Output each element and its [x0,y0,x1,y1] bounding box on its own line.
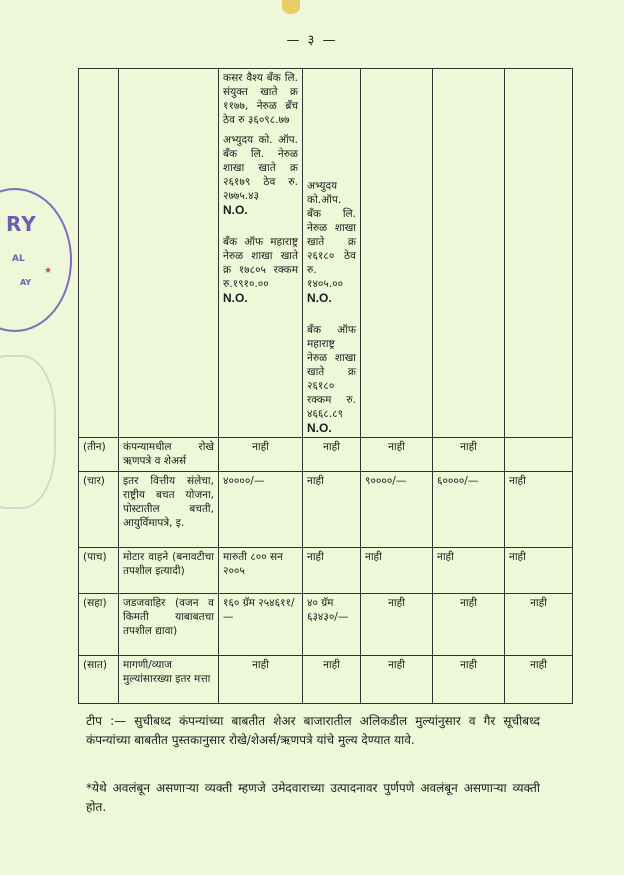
table-cell [119,69,219,438]
not-applicable-label: N.O. [307,421,332,435]
faded-stamp [0,355,56,509]
value-cell: नाही [505,594,573,656]
ink-blot [282,0,300,14]
page-number: — ३ — [286,33,338,48]
table-cell [505,69,573,438]
value-cell: नाही [505,656,573,704]
stamp-text-ay: AY [20,278,32,287]
official-stamp [0,188,72,332]
value-cell: ४००००/— [219,472,303,548]
row-label: मागणी/व्याज मुल्यांसारख्या इतर मत्ता [119,656,219,704]
value-cell: नाही [303,548,361,594]
value-cell: नाही [361,656,433,704]
row-number: (तीन) [79,438,119,472]
table-row [79,548,573,594]
not-applicable-label: N.O. [307,291,332,305]
stamp-text-al: AL [12,254,25,264]
value-cell: १६० ग्रॅम २५४६११/— [219,594,303,656]
value-cell: ९००००/— [361,472,433,548]
row-number: (सहा) [79,594,119,656]
footnote-dependents: *येथे अवलंबून असणाऱ्या व्यक्ती म्हणजे उमेदवाराच्या उत्पादनावर पुर्णपणे अवलंबून असणाऱ्या व्यक्ती होत. [86,781,540,814]
stamp-text-ry: RY [6,212,37,236]
table-cell [79,69,119,438]
value-cell: नाही [303,438,361,472]
value-cell: ६००००/— [433,472,505,548]
value-cell: नाही [361,548,433,594]
row-label: मोटार वाहने (बनावटीचा तपशील इत्यादी) [119,548,219,594]
value-cell: नाही [505,548,573,594]
assets-table [78,68,573,704]
value-cell: ४० ग्रॅम ६३४३०/— [303,594,361,656]
star-icon: ★ [44,266,53,276]
row-label: इतर वित्तीय संलेचा, राष्ट्रीय बचत योजना, पोस्टातील बचती, आयुर्विमापत्रे, इ. [119,472,219,548]
value-cell [505,438,573,472]
value-cell: नाही [303,656,361,704]
row-number: (चार) [79,472,119,548]
row-number: (पाच) [79,548,119,594]
bank-entry: बँक ऑफ महाराष्ट्र नेरुळ शाखा खाते क्र २६१८० रक्कम रु. ४६६८.८९ [307,324,356,420]
bank-entry: कसर वैश्य बँक लि. संयुक्त खाते क्र ११७७, नेरुळ ब्रँच ठेव रु ३६०९८.७७ [223,72,298,126]
value-cell: नाही [303,472,361,548]
value-cell: नाही [433,438,505,472]
value-cell: नाही [505,472,573,548]
not-applicable-label: N.O. [223,291,248,305]
value-cell: नाही [433,594,505,656]
table-cell [361,69,433,438]
value-cell: नाही [433,656,505,704]
bank-details-self [219,69,303,438]
table-row [79,594,573,656]
value-cell: नाही [361,438,433,472]
value-cell: नाही [219,656,303,704]
value-cell: नाही [361,594,433,656]
table-row [79,438,573,472]
row-label: जडजवाहिर (वजन व किमती याबाबतचा तपशील द्यावा) [119,594,219,656]
value-cell: मारुती ८०० सन २००५ [219,548,303,594]
table-row [79,69,573,438]
bank-entry: अभ्युदय को.ऑप. बँक लि. नेरुळ शाखा खाते क्र २६१८० ठेव रु. १४०५.०० [307,180,356,290]
bank-entry: अभ्युदय को. ऑप. बँक लि. नेरुळ शाखा खाते क्र २६१७९ ठेव रु. २७७५.४३ [223,134,298,202]
not-applicable-label: N.O. [223,203,248,217]
table-cell [433,69,505,438]
bank-details-spouse [303,69,361,438]
value-cell: नाही [433,548,505,594]
table-row [79,656,573,704]
table-row [79,472,573,548]
bank-entry: बँक ऑफ महाराष्ट्र नेरुळ शाखा खाते क्र १७८०५ रक्कम रु.१९१०.०० [223,236,298,290]
footnote-valuation: टीप :— सुचीबध्द कंपन्यांच्या बाबतीत शेअर बाजारातील अलिकडील मुल्यांनुसार व गैर सूचीबध्द कंपन्यांच्या बाबतीत पुस्तकानुसार रोखे/शेअर्स/ऋणपत्रे यांचे मुल्य देण्यात यावे. [86,714,540,747]
row-label: कंपन्यामधील रोखे ऋणपत्रे व शेअर्स [119,438,219,472]
row-number: (सात) [79,656,119,704]
value-cell: नाही [219,438,303,472]
